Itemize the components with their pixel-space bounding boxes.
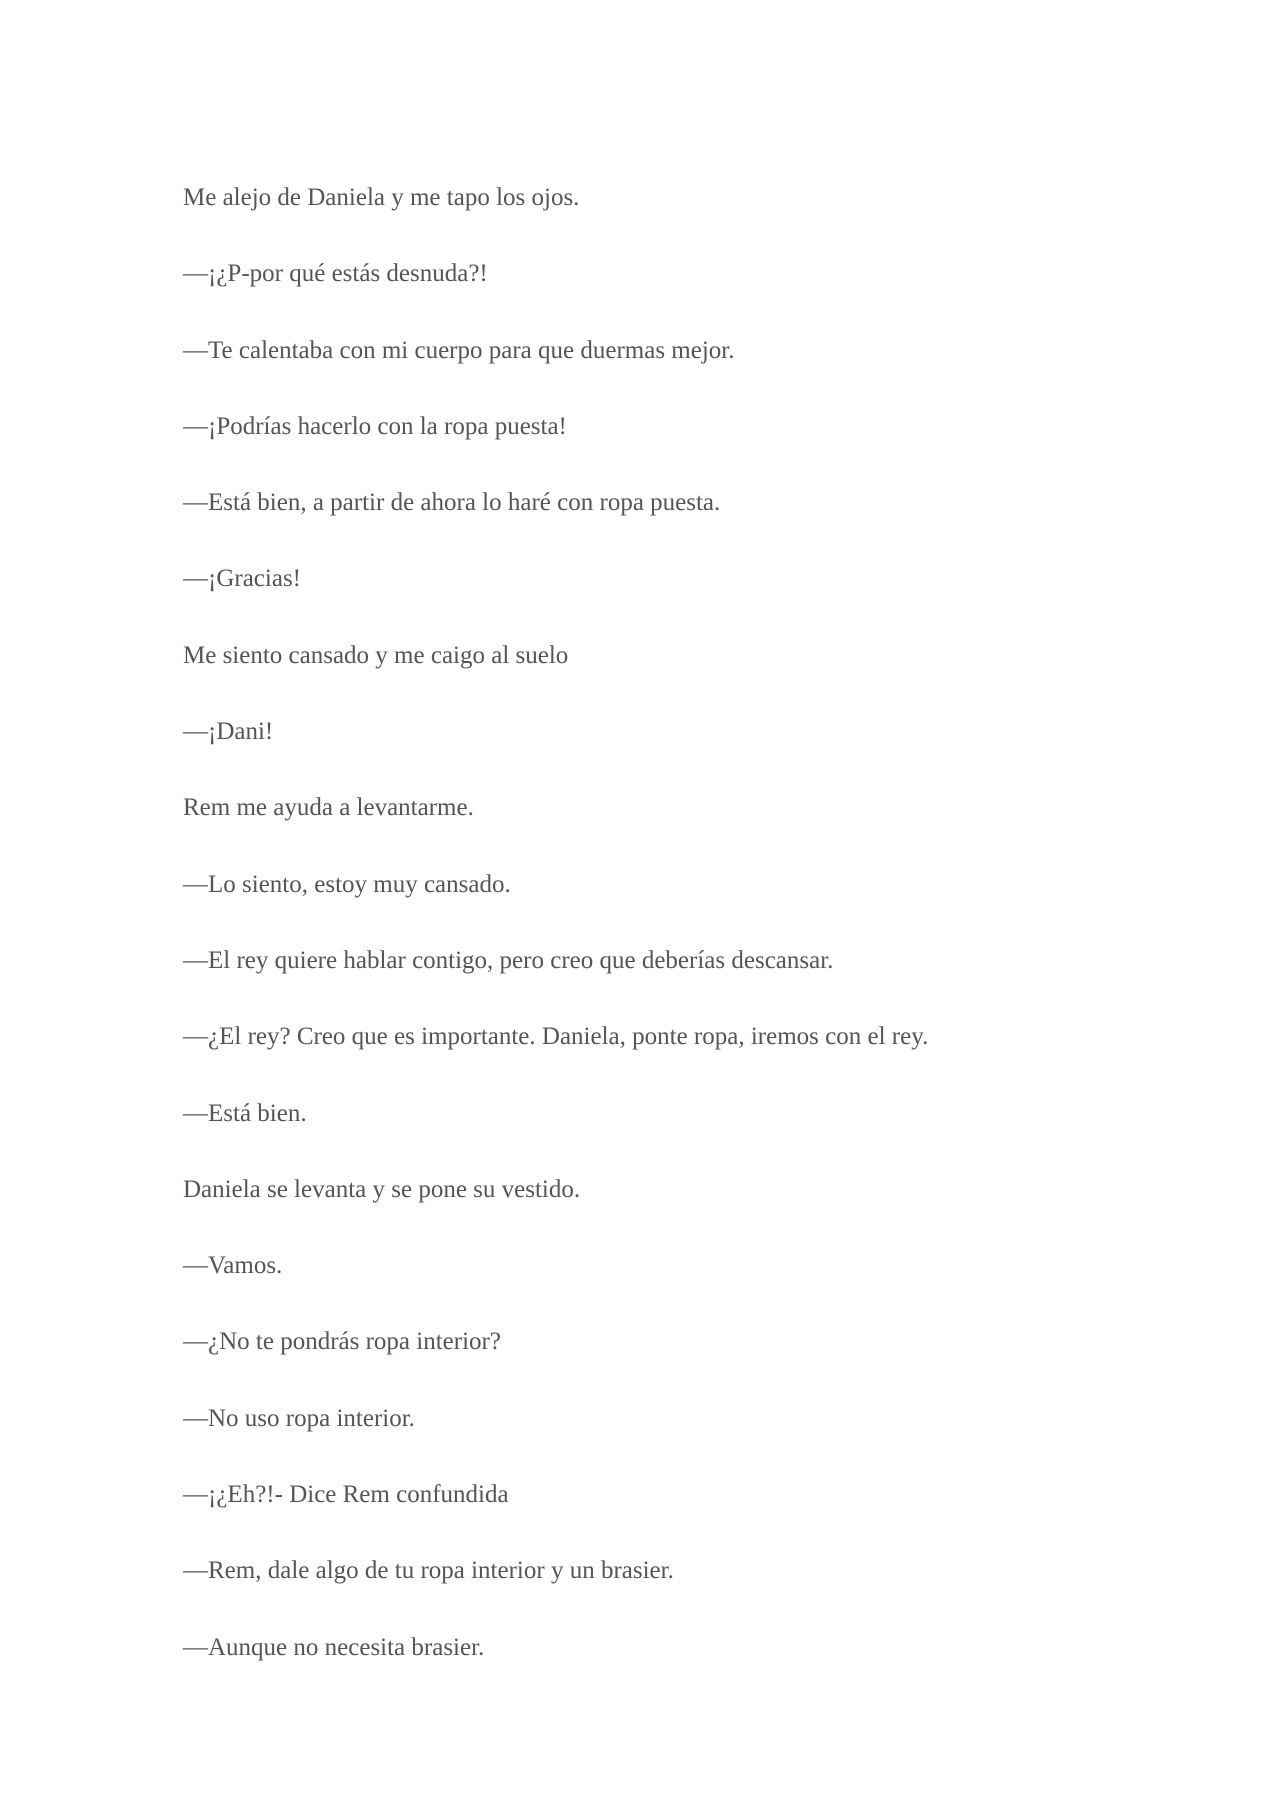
- paragraph: —¡Dani!: [183, 718, 274, 746]
- paragraph: —Está bien, a partir de ahora lo haré con ropa puesta.: [183, 489, 721, 517]
- paragraph: —¡¿Eh?!- Dice Rem confundida: [183, 1481, 509, 1509]
- paragraph: Daniela se levanta y se pone su vestido.: [183, 1175, 581, 1203]
- paragraph: Me alejo de Daniela y me tapo los ojos.: [183, 184, 580, 211]
- paragraph: —Aunque no necesita brasier.: [183, 1633, 485, 1661]
- paragraph: —Te calentaba con mi cuerpo para que duermas mejor.: [183, 336, 735, 364]
- paragraph: —¿El rey? Creo que es importante. Daniela, ponte ropa, iremos con el rey.: [183, 1023, 929, 1051]
- paragraph: —Rem, dale algo de tu ropa interior y un brasier.: [183, 1557, 674, 1585]
- paragraph: Me siento cansado y me caigo al suelo: [183, 641, 569, 669]
- paragraph: —Vamos.: [183, 1252, 283, 1280]
- paragraph: —Lo siento, estoy muy cansado.: [183, 870, 511, 898]
- paragraph: Rem me ayuda a levantarme.: [183, 794, 474, 822]
- paragraph: —¡Podrías hacerlo con la ropa puesta!: [183, 412, 567, 440]
- paragraph: —El rey quiere hablar contigo, pero creo que deberías descansar.: [183, 946, 834, 974]
- paragraph: —¡Gracias!: [183, 565, 301, 593]
- paragraph: —No uso ropa interior.: [183, 1404, 415, 1432]
- paragraph: —¿No te pondrás ropa interior?: [183, 1328, 501, 1356]
- paragraph: —Está bien.: [183, 1099, 307, 1127]
- paragraph: —¡¿P-por qué estás desnuda?!: [183, 260, 488, 288]
- document-body: [183, 180, 1183, 1706]
